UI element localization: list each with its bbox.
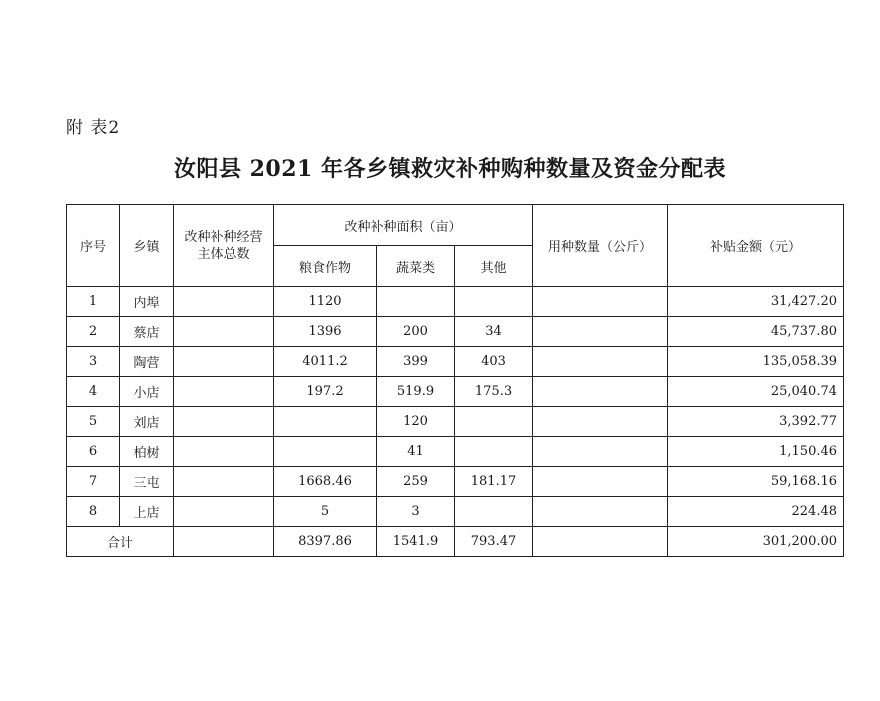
cell-grain	[274, 407, 377, 437]
cell-no: 8	[67, 497, 120, 527]
total-seed	[533, 527, 668, 557]
cell-grain: 197.2	[274, 377, 377, 407]
cell-seed	[533, 377, 668, 407]
header-no: 序号	[67, 205, 120, 287]
cell-town: 三屯	[120, 467, 174, 497]
cell-vegetable: 3	[377, 497, 455, 527]
cell-town: 刘店	[120, 407, 174, 437]
cell-entities	[174, 437, 274, 467]
header-other: 其他	[455, 246, 533, 287]
cell-other: 34	[455, 317, 533, 347]
cell-grain	[274, 437, 377, 467]
cell-seed	[533, 347, 668, 377]
cell-seed	[533, 497, 668, 527]
cell-seed	[533, 437, 668, 467]
cell-other: 181.17	[455, 467, 533, 497]
cell-vegetable	[377, 287, 455, 317]
cell-town: 陶营	[120, 347, 174, 377]
header-town: 乡镇	[120, 205, 174, 287]
cell-grain: 5	[274, 497, 377, 527]
total-grain: 8397.86	[274, 527, 377, 557]
table-row	[67, 407, 844, 437]
header-entities-line1: 改种补种经营	[184, 229, 263, 245]
cell-entities	[174, 407, 274, 437]
cell-entities	[174, 497, 274, 527]
total-vegetable: 1541.9	[377, 527, 455, 557]
cell-no: 3	[67, 347, 120, 377]
cell-grain: 4011.2	[274, 347, 377, 377]
cell-no: 2	[67, 317, 120, 347]
header-vegetable: 蔬菜类	[377, 246, 455, 287]
total-other: 793.47	[455, 527, 533, 557]
cell-seed	[533, 287, 668, 317]
cell-town: 内埠	[120, 287, 174, 317]
cell-subsidy: 135,058.39	[668, 347, 844, 377]
table-row	[67, 377, 844, 407]
header-grain: 粮食作物	[274, 246, 377, 287]
cell-other: 403	[455, 347, 533, 377]
header-entities	[174, 205, 274, 287]
cell-seed	[533, 407, 668, 437]
cell-grain: 1120	[274, 287, 377, 317]
table-row	[67, 437, 844, 467]
cell-vegetable: 259	[377, 467, 455, 497]
table-row	[67, 287, 844, 317]
cell-vegetable: 519.9	[377, 377, 455, 407]
cell-other	[455, 437, 533, 467]
cell-seed	[533, 467, 668, 497]
annex-label: 附 表2	[66, 118, 121, 138]
cell-other: 175.3	[455, 377, 533, 407]
cell-town: 蔡店	[120, 317, 174, 347]
header-entities-line2: 主体总数	[197, 246, 250, 262]
header-subsidy: 补贴金额（元）	[668, 205, 844, 287]
cell-town: 小店	[120, 377, 174, 407]
cell-other	[455, 407, 533, 437]
cell-subsidy: 31,427.20	[668, 287, 844, 317]
document-title: 汝阳县 2021 年各乡镇救灾补种购种数量及资金分配表	[173, 156, 727, 182]
cell-town: 上店	[120, 497, 174, 527]
cell-subsidy: 25,040.74	[668, 377, 844, 407]
cell-subsidy: 45,737.80	[668, 317, 844, 347]
cell-town: 柏树	[120, 437, 174, 467]
total-label: 合计	[67, 527, 174, 557]
cell-grain: 1668.46	[274, 467, 377, 497]
table-row	[67, 467, 844, 497]
cell-grain: 1396	[274, 317, 377, 347]
cell-no: 4	[67, 377, 120, 407]
cell-vegetable: 200	[377, 317, 455, 347]
table-row	[67, 317, 844, 347]
total-entities	[174, 527, 274, 557]
cell-subsidy: 59,168.16	[668, 467, 844, 497]
cell-entities	[174, 287, 274, 317]
cell-entities	[174, 347, 274, 377]
cell-other	[455, 287, 533, 317]
cell-no: 1	[67, 287, 120, 317]
cell-no: 7	[67, 467, 120, 497]
cell-seed	[533, 317, 668, 347]
header-row	[67, 205, 844, 246]
cell-vegetable: 41	[377, 437, 455, 467]
cell-subsidy: 3,392.77	[668, 407, 844, 437]
header-area-group: 改种补种面积（亩）	[274, 205, 533, 246]
header-seed: 用种数量（公斤）	[533, 205, 668, 287]
total-subsidy: 301,200.00	[668, 527, 844, 557]
cell-subsidy: 224.48	[668, 497, 844, 527]
cell-no: 6	[67, 437, 120, 467]
cell-vegetable: 120	[377, 407, 455, 437]
cell-entities	[174, 377, 274, 407]
cell-entities	[174, 317, 274, 347]
cell-entities	[174, 467, 274, 497]
table-row	[67, 347, 844, 377]
cell-other	[455, 497, 533, 527]
cell-subsidy: 1,150.46	[668, 437, 844, 467]
total-row	[67, 527, 844, 557]
allocation-table	[66, 204, 844, 557]
cell-vegetable: 399	[377, 347, 455, 377]
table-row	[67, 497, 844, 527]
cell-no: 5	[67, 407, 120, 437]
